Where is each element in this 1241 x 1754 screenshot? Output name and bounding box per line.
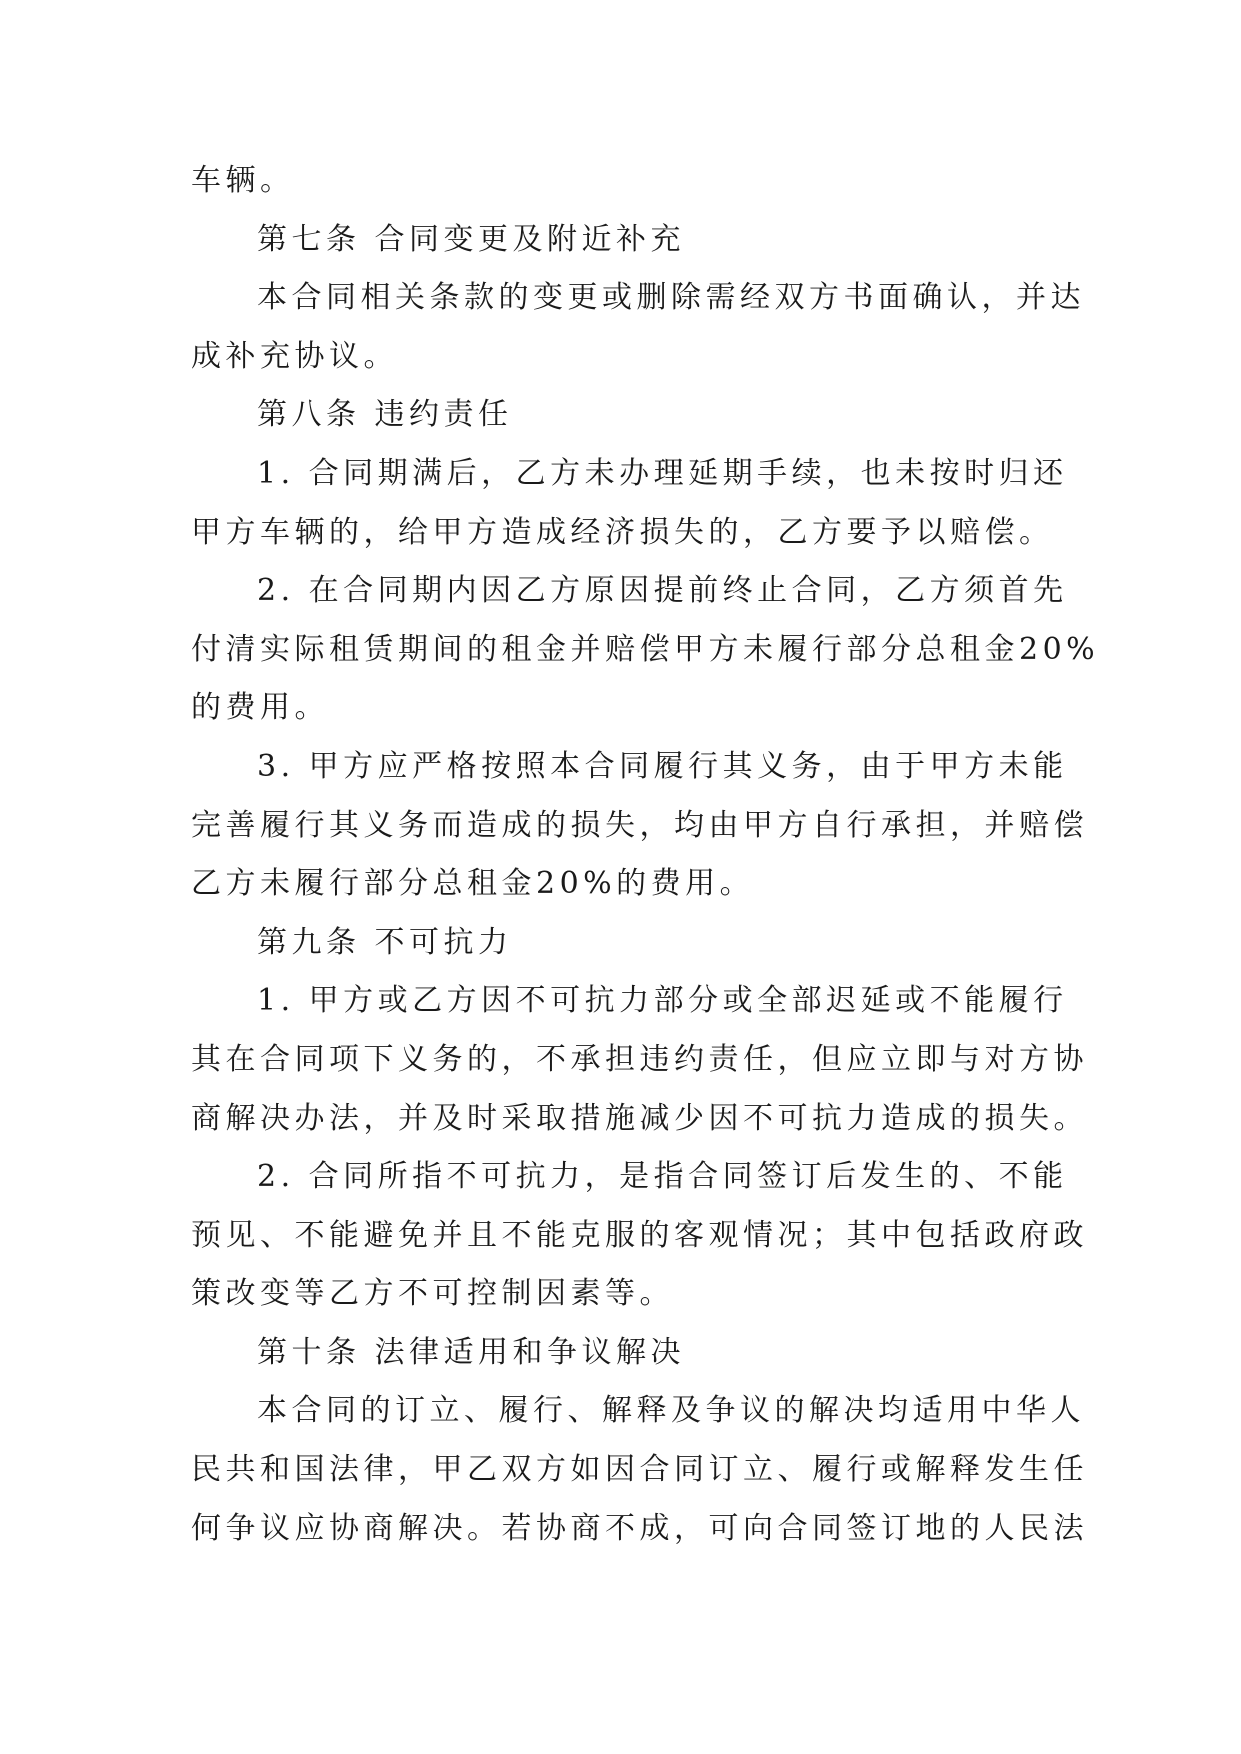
- text-line: 本合同的订立、履行、解释及争议的解决均适用中华人: [257, 1393, 1085, 1429]
- text-line: 商解决办法，并及时采取措施减少因不可抗力造成的损失。: [191, 1100, 1088, 1136]
- section-heading-8: 第八条 违约责任: [257, 397, 513, 433]
- text-line: 本合同相关条款的变更或删除需经双方书面确认，并达: [257, 280, 1085, 316]
- text-line: 车辆。: [191, 163, 295, 198]
- text-line: 的费用。: [191, 690, 329, 726]
- section-heading-7: 第七条 合同变更及附近补充: [257, 221, 686, 257]
- text-line: 2. 在合同期内因乙方原因提前终止合同，乙方须首先: [257, 573, 1068, 609]
- text-line: 2. 合同所指不可抗力，是指合同签订后发生的、不能: [257, 1159, 1068, 1195]
- section-heading-9: 第九条 不可抗力: [257, 924, 513, 960]
- text-line: 3. 甲方应严格按照本合同履行其义务，由于甲方未能: [257, 748, 1068, 784]
- text-line: 何争议应协商解决。若协商不成，可向合同签订地的人民法: [191, 1510, 1088, 1546]
- text-line: 1. 甲方或乙方因不可抗力部分或全部迟延或不能履行: [257, 983, 1068, 1019]
- text-line: 乙方未履行部分总租金20%的费用。: [191, 866, 755, 902]
- text-line: 成补充协议。: [191, 338, 398, 374]
- text-line: 甲方车辆的，给甲方造成经济损失的，乙方要予以赔偿。: [191, 514, 1054, 550]
- text-line: 完善履行其义务而造成的损失，均由甲方自行承担，并赔偿: [191, 807, 1088, 843]
- section-heading-10: 第十条 法律适用和争议解决: [257, 1334, 686, 1370]
- text-line: 策改变等乙方不可控制因素等。: [191, 1276, 674, 1312]
- text-line: 民共和国法律，甲乙双方如因合同订立、履行或解释发生任: [191, 1452, 1088, 1488]
- document-body: [191, 152, 1100, 1558]
- text-line: 1. 合同期满后，乙方未办理延期手续，也未按时归还: [257, 455, 1068, 491]
- text-line: 付清实际租赁期间的租金并赔偿甲方未履行部分总租金20%: [191, 631, 1100, 667]
- text-line: 预见、不能避免并且不能克服的客观情况；其中包括政府政: [191, 1217, 1088, 1253]
- text-line: 其在合同项下义务的，不承担违约责任，但应立即与对方协: [191, 1041, 1088, 1077]
